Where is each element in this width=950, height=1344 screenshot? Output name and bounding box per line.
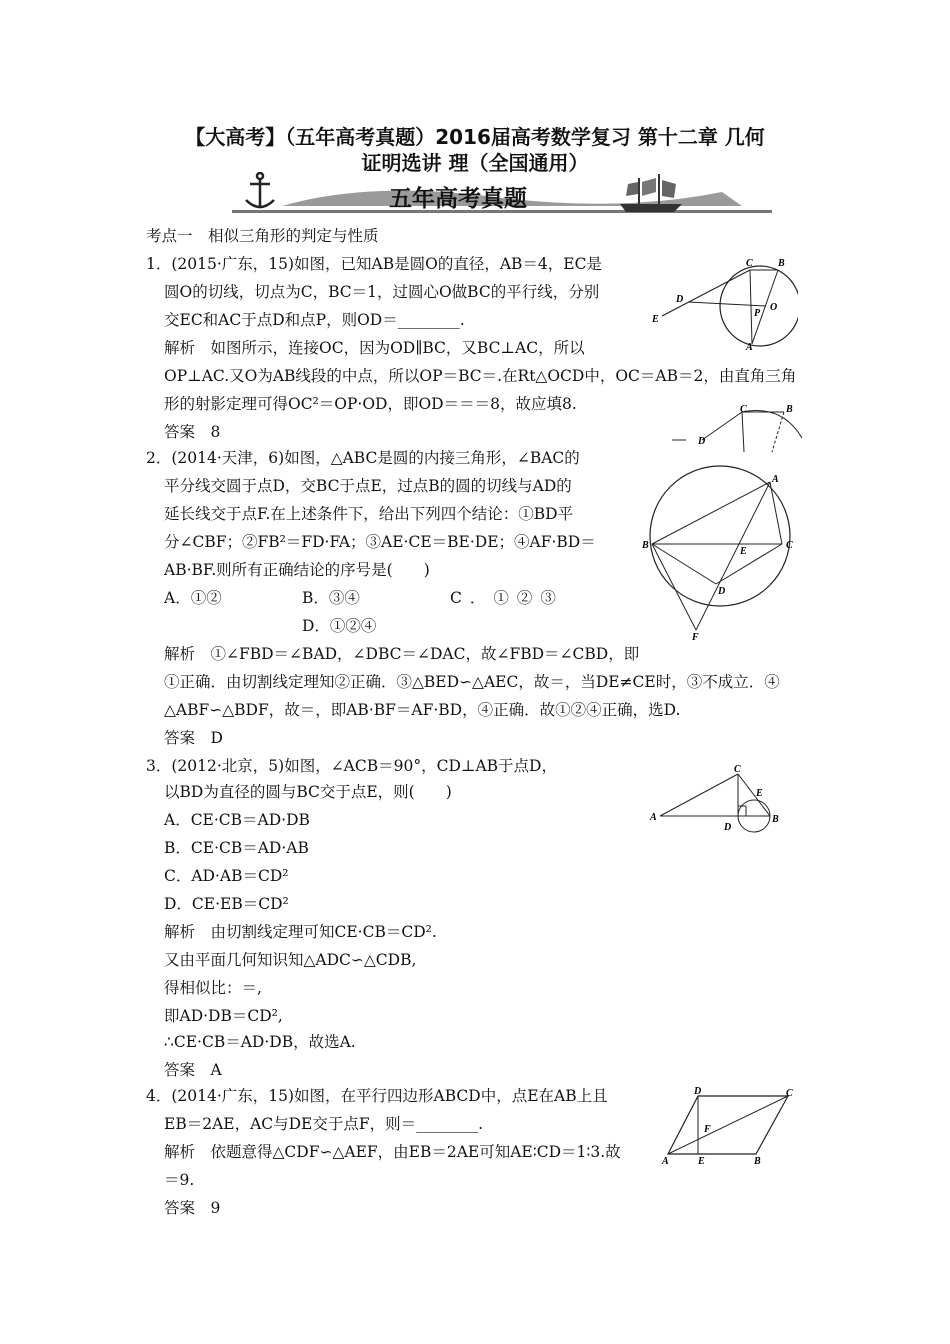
figure-4 bbox=[658, 1084, 798, 1164]
q4-answer: 答案 9 bbox=[164, 1199, 221, 1217]
fig1-label-b: B bbox=[778, 258, 785, 269]
fig4-label-d: D bbox=[694, 1086, 702, 1097]
fig1b-label-b: B bbox=[786, 404, 793, 415]
fig3-label-b: B bbox=[772, 814, 779, 825]
q1-solution-1: 解析 如图所示，连接OC，因为OD∥BC，又BC⊥AC，所以 bbox=[164, 339, 585, 357]
fig2-label-a: A bbox=[772, 474, 779, 485]
section-heading: 考点一 相似三角形的判定与性质 bbox=[146, 227, 379, 245]
figure-3 bbox=[648, 760, 788, 836]
fig4-label-c: C bbox=[786, 1088, 793, 1099]
figure-2 bbox=[640, 452, 800, 642]
q2-solution-3: △ABF∽△BDF，故＝，即AB·BF＝AF·BD，④正确．故①②④正确，选D. bbox=[164, 701, 681, 719]
q1-line-2: 圆O的切线，切点为C，BC＝1，过圆心O做BC的平行线，分别 bbox=[164, 283, 600, 301]
q3-answer: 答案 A bbox=[164, 1061, 222, 1079]
fig2-label-f: F bbox=[692, 632, 699, 642]
title-line-1: 【大高考】（五年高考真题）2016届高考数学复习 第十二章 几何 bbox=[185, 125, 765, 149]
q3-option-d: D．CE·EB＝CD² bbox=[164, 895, 289, 913]
q1-solution-3: 形的射影定理可得OC²＝OP·OD，即OD＝＝＝8，故应填8. bbox=[164, 395, 577, 413]
q2-option-d: D．①②④ bbox=[302, 617, 377, 635]
q3-solution-2: 又由平面几何知识知△ADC∽△CDB, bbox=[164, 951, 417, 969]
q2-line-4: 分∠CBF；②FB²＝FD·FA；③AE·CE＝BE·DE；④AF·BD＝ bbox=[164, 533, 596, 551]
q3-option-a: A．CE·CB＝AD·DB bbox=[164, 811, 310, 829]
q3-solution-4: 即AD·DB＝CD², bbox=[164, 1007, 283, 1025]
anchor-icon bbox=[246, 173, 274, 208]
figure-1-fragment bbox=[672, 404, 812, 452]
q3-solution-1: 解析 由切割线定理可知CE·CB＝CD². bbox=[164, 923, 437, 941]
fig2-label-c: C bbox=[786, 540, 793, 551]
q1-line-3: 交EC和AC于点D和点P，则OD＝________. bbox=[164, 311, 465, 329]
q4-solution-2: ＝9. bbox=[164, 1171, 195, 1189]
q2-solution-2: ①正确．由切割线定理知②正确．③△BED∽△AEC，故＝，当DE≠CE时，③不成立．④ bbox=[164, 673, 780, 691]
fig1-label-o: O bbox=[770, 302, 778, 313]
q2-option-c: C．①②③ bbox=[450, 589, 564, 607]
fig1b-label-c: C bbox=[740, 404, 747, 415]
fig1-label-c: C bbox=[746, 258, 753, 269]
fig4-label-b: B bbox=[754, 1156, 761, 1164]
q2-line-2: 平分线交圆于点D，交BC于点E，过点B的圆的切线与AD的 bbox=[164, 477, 572, 495]
fig3-label-a: A bbox=[650, 812, 657, 823]
q3-line-2: 以BD为直径的圆与BC交于点E，则( ) bbox=[164, 783, 452, 801]
fig2-label-d: D bbox=[718, 586, 726, 597]
q1-line-1: 1．(2015·广东，15)如图，已知AB是圆O的直径，AB＝4，EC是 bbox=[146, 255, 602, 273]
q4-line-2: EB＝2AE，AC与DE交于点F，则＝________. bbox=[164, 1115, 484, 1133]
title-line-2: 证明选讲 理（全国通用） bbox=[361, 151, 589, 175]
q3-solution-5: ∴CE·CB＝AD·DB，故选A. bbox=[164, 1033, 356, 1051]
fig1-label-e: E bbox=[652, 314, 659, 325]
q3-option-c: C．AD·AB＝CD² bbox=[164, 867, 289, 885]
q3-line-1: 3．(2012·北京，5)如图，∠ACB＝90°，CD⊥AB于点D， bbox=[146, 757, 557, 775]
q2-line-1: 2．(2014·天津，6)如图，△ABC是圆的内接三角形，∠BAC的 bbox=[146, 449, 580, 467]
fig3-label-d: D bbox=[724, 822, 732, 833]
q3-solution-3: 得相似比：＝, bbox=[164, 979, 262, 997]
q2-option-b: B．③④ bbox=[302, 589, 360, 607]
fig1-label-a: A bbox=[746, 342, 753, 353]
q3-option-b: B．CE·CB＝AD·AB bbox=[164, 839, 309, 857]
section-banner bbox=[222, 172, 774, 218]
fig3-label-c: C bbox=[734, 764, 741, 775]
fig4-label-a: A bbox=[662, 1156, 669, 1164]
fig3-label-e: E bbox=[756, 788, 763, 799]
figure-1 bbox=[648, 254, 798, 354]
q1-answer: 答案 8 bbox=[164, 423, 221, 441]
fig1-label-p: P bbox=[754, 308, 761, 319]
q2-option-a: A．①② bbox=[164, 589, 222, 607]
fig4-label-e: E bbox=[698, 1156, 705, 1164]
q2-line-3: 延长线交于点F.在上述条件下，给出下列四个结论：①BD平 bbox=[164, 505, 574, 523]
q2-solution-1: 解析 ①∠FBD＝∠BAD，∠DBC＝∠DAC，故∠FBD＝∠CBD，即 bbox=[164, 645, 640, 663]
fig2-label-b: B bbox=[642, 540, 649, 551]
fig4-label-f: F bbox=[704, 1124, 711, 1135]
q1-solution-2: OP⊥AC.又O为AB线段的中点，所以OP＝BC＝.在Rt△OCD中，OC＝AB＝2，由直角三角 bbox=[164, 367, 797, 385]
banner-text: 五年高考真题 bbox=[389, 186, 527, 212]
q4-solution-1: 解析 依题意得△CDF∽△AEF，由EB＝2AE可知AE∶CD＝1∶3.故 bbox=[164, 1143, 621, 1161]
document-title bbox=[110, 124, 840, 176]
ship-icon bbox=[620, 174, 682, 212]
fig1b-label-d: D bbox=[698, 436, 706, 447]
q2-line-5: AB·BF.则所有正确结论的序号是( ) bbox=[164, 561, 430, 579]
fig2-label-e: E bbox=[740, 546, 747, 557]
q2-answer: 答案 D bbox=[164, 729, 223, 747]
q4-line-1: 4．(2014·广东，15)如图，在平行四边形ABCD中，点E在AB上且 bbox=[146, 1087, 608, 1105]
fig1-label-d: D bbox=[676, 294, 684, 305]
